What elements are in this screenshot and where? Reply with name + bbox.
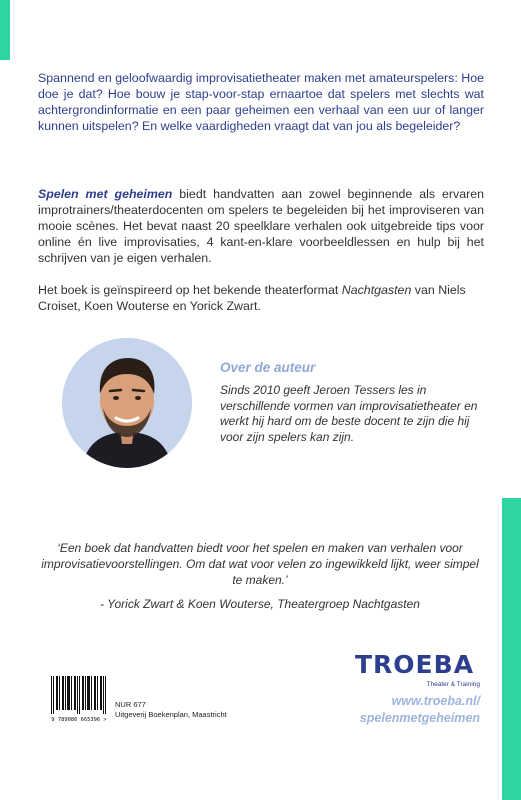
logo-wordmark: TROEBA bbox=[355, 650, 475, 679]
website-line-2: spelenmetgeheimen bbox=[359, 711, 480, 725]
nur-code: NUR 677 bbox=[115, 700, 146, 709]
author-photo bbox=[62, 338, 192, 468]
accent-bar-bottom-right bbox=[502, 498, 521, 800]
inspiration-before: Het boek is geïnspireerd op het bekende theaterformat bbox=[38, 283, 342, 297]
website-link[interactable] bbox=[330, 693, 480, 727]
quote-attribution: - Yorick Zwart & Koen Wouterse, Theatergroep Nachtgasten bbox=[100, 597, 420, 611]
publisher-info bbox=[115, 700, 227, 720]
inspiration-after: van Niels Croiset, Koen Wouterse en Yorick Zwart. bbox=[38, 283, 466, 313]
author-heading: Over de auteur bbox=[220, 360, 316, 375]
barcode-icon bbox=[47, 676, 111, 723]
book-title-lead: Spelen met geheimen bbox=[38, 187, 173, 201]
review-quote: ‘Een boek dat handvatten biedt voor het spelen en maken van verhalen voor improvisatievoorstellingen. Om dat wat voor velen zo ingewikkeld lijkt, weer simpel te maken.’ bbox=[41, 541, 479, 587]
accent-bar-top-left bbox=[0, 0, 10, 60]
intro-paragraph: Spannend en geloofwaardig improvisatietheater maken met amateurspelers: Hoe doe je dat? Hoe bouw je stap-voor-stap ernaartoe dat spelers met slechts wat achtergrondinformatie en een paar geheimen een verhaal van een uur of langer kunnen uitspelen? En welke vaardigheden vraagt dat van jou als begeleider? bbox=[38, 71, 484, 133]
author-portrait-icon bbox=[62, 338, 192, 468]
logo-tagline: Theater & Training bbox=[426, 681, 480, 688]
troeba-logo bbox=[355, 651, 480, 688]
publisher-name: Uitgeverij Boekenplan, Maastricht bbox=[115, 710, 227, 719]
barcode-digits: 9 789086 665396 > bbox=[51, 717, 107, 723]
author-bio: Sinds 2010 geeft Jeroen Tessers les in verschillende vormen van improvisatietheater en werkt hij hard om de beste docent te zijn die hij voor zijn spelers kan zijn. bbox=[220, 383, 478, 444]
inspiration-paragraph bbox=[38, 282, 484, 314]
format-name: Nachtgasten bbox=[341, 283, 412, 297]
description-body: biedt handvatten aan zowel beginnende als ervaren improtrainers/theaterdocenten om spelers te begeleiden bij het improviseren van mooie scènes. Het bevat naast 20 speelklare verhalen ook uitgebreide tips voor online én live improvisaties, 4 kant-en-klare voorbeeldlessen en hulp bij het schrijven van je eigen verhalen. bbox=[38, 187, 484, 265]
website-line-1: www.troeba.nl/ bbox=[391, 694, 480, 708]
description-paragraph bbox=[38, 186, 484, 266]
